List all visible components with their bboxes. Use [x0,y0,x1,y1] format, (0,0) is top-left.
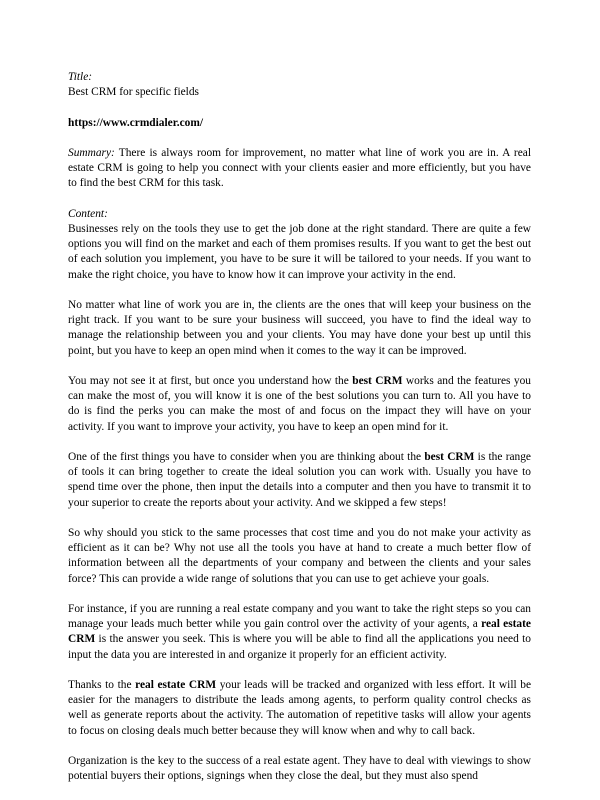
title-label: Title: [68,71,93,83]
summary-label: Summary: [68,146,115,159]
bold-keyword: best CRM [424,450,475,463]
paragraph-text: Thanks to the [68,678,136,691]
paragraph-text: your leads will be tracked and organized with less effort. It will be easier for the managers to distribute the leads among agents, to perform quality control checks as well as generate reports about the activity. The automation of repetitive tasks will allow your agents to focus on closing deals much better because they will know when and why to call back. [68,678,531,737]
document-page [68,70,531,800]
content-paragraph-1 [68,222,531,283]
paragraph-text: works and the features you can make the most of, you will know it is one of the best solutions you can turn to. All you have to do is find the perks you can make the most of and focus on the impact they will have on your activity. If you want to improve your activity, you have to keep an open mind for it. [68,374,532,433]
content-paragraph-4 [68,450,531,511]
content-paragraph-5 [68,526,531,587]
bold-keyword: real estate CRM [135,678,217,691]
content-paragraph-2 [68,298,531,359]
url-text: https://www.crmdialer.com/ [68,116,203,129]
paragraph-text: You may not see it at first, but once you understand how the [68,374,353,387]
paragraph-text: Businesses rely on the tools they use to get the job done at the right standard. There are quite a few options you will find on the market and each of them promises results. If you want to get the best out of each solution you implement, you have to be sure it will be tailored to your needs. If you want to make the right choice, you have to know how it can improve your activity in the end. [68,222,531,281]
content-paragraph-6 [68,602,531,663]
document-title: Best CRM for specific fields [68,86,199,99]
content-paragraph-8 [68,754,531,784]
content-label: Content: [68,207,108,220]
title-block [68,70,531,100]
paragraph-text: One of the first things you have to consider when you are thinking about the [68,450,425,463]
paragraph-text: No matter what line of work you are in, the clients are the ones that will keep your business on the right track. If you want to be sure your business will succeed, you have to find the ideal way to manage the relationship between you and your clients. You may have done your best up until this point, but you have to keep an open mind when it comes to the way it can be improved. [68,298,531,357]
content-paragraph-7 [68,678,531,739]
paragraph-text: is the answer you seek. This is where you will be able to find all the applications you need to input the data you are interested in and organize it properly for an efficient activity. [68,633,531,661]
paragraph-text: is the range of tools it can bring together to create the ideal solution you can work with. Usually you have to spend time over the phone, then input the details into a computer and then you have to transmit it to your superior to create the reports about your activity. And we skipped a few steps! [68,450,531,509]
summary-paragraph [68,146,531,192]
summary-text: There is always room for improvement, no matter what line of work you are in. A real estate CRM is going to help you connect with your clients easier and more efficiently, but you have to find the best CRM for this task. [68,146,531,190]
bold-keyword: real estate CRM [68,618,531,646]
paragraph-text: For instance, if you are running a real estate company and you want to take the right steps so you can manage your leads much better while you gain control over the activity of your agents, a [68,602,531,631]
bold-keyword: best CRM [352,374,403,387]
paragraph-text: Organization is the key to the success of a real estate agent. They have to deal with viewings to show potential buyers their options, signings when they close the deal, but they must also spend [68,754,531,783]
paragraph-text: So why should you stick to the same processes that cost time and you do not make your activity as efficient as it can be? Why not use all the tools you have at hand to create a much better flow of information between all the departments of your company and between the clients and your sales force? This can provide a wide range of solutions that you can use to get achieve your goals. [68,526,531,585]
content-paragraph-3 [68,374,531,435]
content-section [68,207,531,785]
